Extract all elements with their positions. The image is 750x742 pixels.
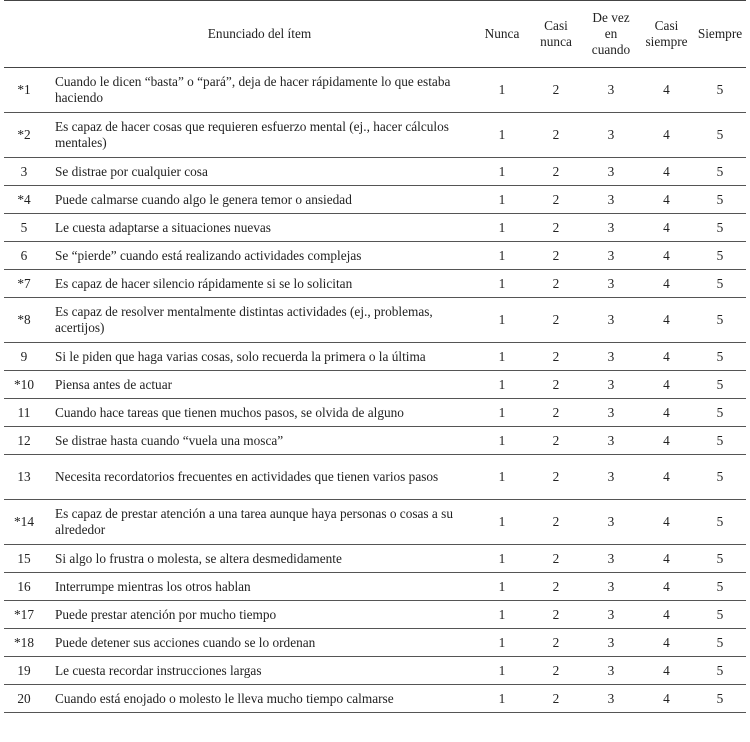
score-casi-siempre: 4 — [639, 657, 694, 685]
table-row — [4, 113, 746, 158]
table-row — [4, 685, 746, 713]
item-number: *18 — [4, 629, 44, 657]
score-casi-siempre: 4 — [639, 186, 694, 214]
score-casi-nunca: 2 — [529, 657, 583, 685]
table-row — [4, 242, 746, 270]
item-number: 6 — [4, 242, 44, 270]
score-casi-siempre: 4 — [639, 601, 694, 629]
score-siempre: 5 — [694, 657, 746, 685]
score-casi-nunca: 2 — [529, 68, 583, 113]
score-de-vez-en-cuando: 3 — [583, 455, 639, 500]
item-statement: Si le piden que haga varias cosas, solo recuerda la primera o la última — [44, 343, 475, 371]
item-statement: Cuando está enojado o molesto le lleva mucho tiempo calmarse — [44, 685, 475, 713]
score-casi-siempre: 4 — [639, 500, 694, 545]
item-number: *8 — [4, 298, 44, 343]
score-de-vez-en-cuando: 3 — [583, 371, 639, 399]
score-de-vez-en-cuando: 3 — [583, 343, 639, 371]
score-casi-siempre: 4 — [639, 685, 694, 713]
score-nunca: 1 — [475, 455, 529, 500]
score-casi-nunca: 2 — [529, 601, 583, 629]
table-row — [4, 270, 746, 298]
score-casi-nunca: 2 — [529, 214, 583, 242]
score-de-vez-en-cuando: 3 — [583, 685, 639, 713]
score-casi-siempre: 4 — [639, 68, 694, 113]
score-de-vez-en-cuando: 3 — [583, 186, 639, 214]
item-number: *10 — [4, 371, 44, 399]
item-number: 13 — [4, 455, 44, 500]
header-option-de-vez-en-cuando: De vez en cuando — [583, 1, 639, 68]
score-casi-siempre: 4 — [639, 214, 694, 242]
score-siempre: 5 — [694, 399, 746, 427]
item-number: *1 — [4, 68, 44, 113]
score-casi-nunca: 2 — [529, 113, 583, 158]
score-casi-siempre: 4 — [639, 270, 694, 298]
score-siempre: 5 — [694, 685, 746, 713]
score-siempre: 5 — [694, 629, 746, 657]
item-number: 16 — [4, 573, 44, 601]
score-nunca: 1 — [475, 343, 529, 371]
score-casi-nunca: 2 — [529, 500, 583, 545]
table-row — [4, 545, 746, 573]
score-nunca: 1 — [475, 298, 529, 343]
table-row — [4, 343, 746, 371]
score-siempre: 5 — [694, 371, 746, 399]
table-row — [4, 657, 746, 685]
score-de-vez-en-cuando: 3 — [583, 242, 639, 270]
score-casi-nunca: 2 — [529, 242, 583, 270]
score-de-vez-en-cuando: 3 — [583, 601, 639, 629]
score-nunca: 1 — [475, 427, 529, 455]
item-statement: Es capaz de resolver mentalmente distintas actividades (ej., problemas, acertijos) — [44, 298, 475, 343]
score-siempre: 5 — [694, 343, 746, 371]
item-number: *7 — [4, 270, 44, 298]
item-statement: Le cuesta recordar instrucciones largas — [44, 657, 475, 685]
table-row — [4, 601, 746, 629]
score-nunca: 1 — [475, 657, 529, 685]
item-number: *2 — [4, 113, 44, 158]
score-de-vez-en-cuando: 3 — [583, 113, 639, 158]
item-statement: Es capaz de prestar atención a una tarea aunque haya personas o cosas a su alrededor — [44, 500, 475, 545]
score-nunca: 1 — [475, 270, 529, 298]
table-row — [4, 399, 746, 427]
score-siempre: 5 — [694, 427, 746, 455]
score-de-vez-en-cuando: 3 — [583, 158, 639, 186]
table-row — [4, 371, 746, 399]
item-number: 19 — [4, 657, 44, 685]
item-statement: Es capaz de hacer silencio rápidamente si se lo solicitan — [44, 270, 475, 298]
item-number: 20 — [4, 685, 44, 713]
score-nunca: 1 — [475, 68, 529, 113]
table-row — [4, 158, 746, 186]
score-de-vez-en-cuando: 3 — [583, 270, 639, 298]
table-row — [4, 427, 746, 455]
item-statement: Cuando le dicen “basta” o “pará”, deja de hacer rápidamente lo que estaba haciendo — [44, 68, 475, 113]
score-nunca: 1 — [475, 186, 529, 214]
score-de-vez-en-cuando: 3 — [583, 500, 639, 545]
score-casi-nunca: 2 — [529, 343, 583, 371]
header-option-nunca: Nunca — [475, 1, 529, 68]
score-de-vez-en-cuando: 3 — [583, 545, 639, 573]
score-casi-nunca: 2 — [529, 298, 583, 343]
score-siempre: 5 — [694, 113, 746, 158]
score-casi-siempre: 4 — [639, 573, 694, 601]
score-casi-siempre: 4 — [639, 298, 694, 343]
score-casi-nunca: 2 — [529, 685, 583, 713]
item-statement: Si algo lo frustra o molesta, se altera desmedidamente — [44, 545, 475, 573]
item-number: *14 — [4, 500, 44, 545]
score-siempre: 5 — [694, 545, 746, 573]
score-casi-siempre: 4 — [639, 242, 694, 270]
score-siempre: 5 — [694, 214, 746, 242]
score-casi-siempre: 4 — [639, 113, 694, 158]
item-statement: Es capaz de hacer cosas que requieren esfuerzo mental (ej., hacer cálculos mentales) — [44, 113, 475, 158]
score-casi-siempre: 4 — [639, 455, 694, 500]
header-option-siempre: Siempre — [694, 1, 746, 68]
score-nunca: 1 — [475, 113, 529, 158]
score-casi-siempre: 4 — [639, 629, 694, 657]
item-statement: Se “pierde” cuando está realizando actividades complejas — [44, 242, 475, 270]
score-nunca: 1 — [475, 573, 529, 601]
table-row — [4, 186, 746, 214]
score-de-vez-en-cuando: 3 — [583, 573, 639, 601]
score-casi-nunca: 2 — [529, 270, 583, 298]
score-casi-nunca: 2 — [529, 158, 583, 186]
table-header-row — [4, 1, 746, 68]
score-casi-siempre: 4 — [639, 399, 694, 427]
item-statement: Puede calmarse cuando algo le genera temor o ansiedad — [44, 186, 475, 214]
item-number: 9 — [4, 343, 44, 371]
table-row — [4, 298, 746, 343]
score-de-vez-en-cuando: 3 — [583, 629, 639, 657]
item-number: 5 — [4, 214, 44, 242]
score-de-vez-en-cuando: 3 — [583, 399, 639, 427]
header-number — [4, 1, 44, 68]
score-nunca: 1 — [475, 158, 529, 186]
score-casi-siempre: 4 — [639, 427, 694, 455]
score-casi-nunca: 2 — [529, 186, 583, 214]
table-row — [4, 629, 746, 657]
score-siempre: 5 — [694, 158, 746, 186]
item-number: *17 — [4, 601, 44, 629]
score-siempre: 5 — [694, 242, 746, 270]
item-statement: Cuando hace tareas que tienen muchos pasos, se olvida de alguno — [44, 399, 475, 427]
item-number: 12 — [4, 427, 44, 455]
item-number: 3 — [4, 158, 44, 186]
score-casi-nunca: 2 — [529, 371, 583, 399]
item-statement: Se distrae por cualquier cosa — [44, 158, 475, 186]
table-row — [4, 68, 746, 113]
score-siempre: 5 — [694, 186, 746, 214]
score-de-vez-en-cuando: 3 — [583, 214, 639, 242]
score-casi-nunca: 2 — [529, 399, 583, 427]
item-number: *4 — [4, 186, 44, 214]
score-siempre: 5 — [694, 270, 746, 298]
score-de-vez-en-cuando: 3 — [583, 427, 639, 455]
score-siempre: 5 — [694, 298, 746, 343]
item-statement: Piensa antes de actuar — [44, 371, 475, 399]
header-item-statement: Enunciado del ítem — [44, 1, 475, 68]
score-nunca: 1 — [475, 371, 529, 399]
item-statement: Puede prestar atención por mucho tiempo — [44, 601, 475, 629]
score-nunca: 1 — [475, 629, 529, 657]
table-row — [4, 573, 746, 601]
score-nunca: 1 — [475, 242, 529, 270]
score-siempre: 5 — [694, 68, 746, 113]
score-casi-siempre: 4 — [639, 545, 694, 573]
score-casi-nunca: 2 — [529, 573, 583, 601]
score-nunca: 1 — [475, 399, 529, 427]
item-statement: Se distrae hasta cuando “vuela una mosca” — [44, 427, 475, 455]
score-nunca: 1 — [475, 214, 529, 242]
score-casi-siempre: 4 — [639, 371, 694, 399]
score-casi-nunca: 2 — [529, 455, 583, 500]
score-nunca: 1 — [475, 685, 529, 713]
header-option-casi-siempre: Casi siempre — [639, 1, 694, 68]
score-siempre: 5 — [694, 601, 746, 629]
header-option-casi-nunca: Casi nunca — [529, 1, 583, 68]
score-casi-nunca: 2 — [529, 545, 583, 573]
questionnaire-table — [4, 0, 746, 713]
score-nunca: 1 — [475, 545, 529, 573]
score-casi-siempre: 4 — [639, 343, 694, 371]
item-number: 15 — [4, 545, 44, 573]
score-de-vez-en-cuando: 3 — [583, 298, 639, 343]
score-de-vez-en-cuando: 3 — [583, 657, 639, 685]
item-statement: Necesita recordatorios frecuentes en actividades que tienen varios pasos — [44, 455, 475, 500]
table-row — [4, 455, 746, 500]
table-row — [4, 214, 746, 242]
item-statement: Le cuesta adaptarse a situaciones nuevas — [44, 214, 475, 242]
item-number: 11 — [4, 399, 44, 427]
score-nunca: 1 — [475, 500, 529, 545]
score-siempre: 5 — [694, 500, 746, 545]
score-nunca: 1 — [475, 601, 529, 629]
table-row — [4, 500, 746, 545]
item-statement: Interrumpe mientras los otros hablan — [44, 573, 475, 601]
score-siempre: 5 — [694, 573, 746, 601]
score-siempre: 5 — [694, 455, 746, 500]
score-casi-nunca: 2 — [529, 629, 583, 657]
score-casi-siempre: 4 — [639, 158, 694, 186]
score-casi-nunca: 2 — [529, 427, 583, 455]
score-de-vez-en-cuando: 3 — [583, 68, 639, 113]
item-statement: Puede detener sus acciones cuando se lo ordenan — [44, 629, 475, 657]
